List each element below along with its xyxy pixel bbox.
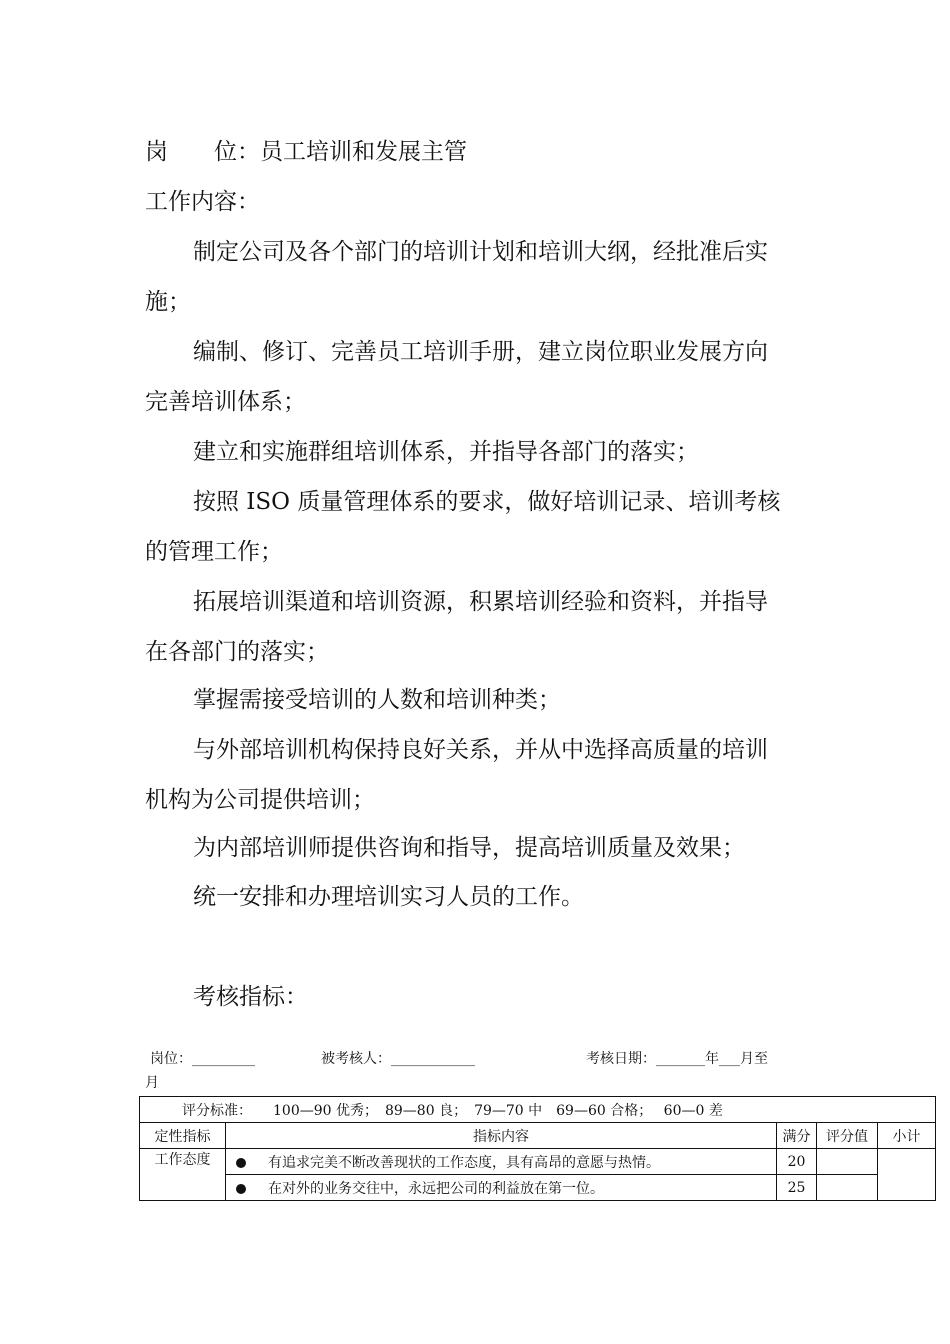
paragraph-6-line-1: 掌握需接受培训的人数和培训种类； bbox=[193, 687, 561, 713]
score-value-cell[interactable] bbox=[817, 1149, 878, 1175]
paragraph-2-line-2: 完善培训体系； bbox=[145, 389, 306, 415]
header-score-value: 评分值 bbox=[817, 1123, 878, 1149]
bullet-icon bbox=[236, 1158, 246, 1168]
form-position-field: 岗位：_________ bbox=[150, 1051, 255, 1067]
content-text: 在对外的业务交往中，永远把公司的利益放在第一位。 bbox=[268, 1180, 604, 1197]
header-indicator-content: 指标内容 bbox=[226, 1123, 777, 1149]
content-text: 有追求完美不断改善现状的工作态度，具有高昂的意愿与热情。 bbox=[268, 1154, 660, 1171]
header-qualitative-indicator: 定性指标 bbox=[140, 1123, 226, 1149]
paragraph-4-line-2: 的管理工作； bbox=[145, 539, 283, 565]
full-score-cell: 20 bbox=[777, 1149, 817, 1175]
scoring-standard-row bbox=[140, 1097, 936, 1123]
position-line bbox=[145, 137, 467, 167]
table-header-row bbox=[140, 1123, 936, 1149]
assessment-table bbox=[139, 1096, 936, 1201]
scoring-standard: 评分标准： 100—90 优秀； 89—80 良； 79—70 中 69—60 合格； 60—0 差 bbox=[140, 1097, 936, 1123]
paragraph-5-line-2: 在各部门的落实； bbox=[145, 639, 329, 665]
form-assessee-field: 被考核人：____________ bbox=[321, 1051, 475, 1067]
form-date-continued: 月 bbox=[145, 1075, 159, 1091]
table-row bbox=[140, 1175, 936, 1201]
paragraph-1-line-2: 施； bbox=[145, 289, 191, 315]
content-cell bbox=[226, 1149, 777, 1175]
paragraph-5-line-1: 拓展培训渠道和培训资源，积累培训经验和资料，并指导 bbox=[193, 589, 768, 615]
position-value: 员工培训和发展主管 bbox=[260, 139, 467, 165]
header-subtotal: 小计 bbox=[878, 1123, 936, 1149]
category-label: 工作态度 bbox=[154, 1152, 211, 1168]
paragraph-1-line-1: 制定公司及各个部门的培训计划和培训大纲，经批准后实 bbox=[193, 239, 768, 265]
paragraph-3-line-1: 建立和实施群组培训体系，并指导各部门的落实； bbox=[193, 439, 699, 465]
content-cell bbox=[226, 1175, 777, 1201]
work-content-title: 工作内容： bbox=[145, 189, 260, 215]
header-full-score: 满分 bbox=[777, 1123, 817, 1149]
table-row bbox=[140, 1149, 936, 1175]
paragraph-8-line-1: 为内部培训师提供咨询和指导，提高培训质量及效果； bbox=[193, 835, 745, 861]
score-value-cell[interactable] bbox=[817, 1175, 878, 1201]
paragraph-7-line-1: 与外部培训机构保持良好关系，并从中选择高质量的培训 bbox=[193, 737, 768, 763]
assessment-title: 考核指标： bbox=[193, 984, 308, 1010]
paragraph-4-line-1: 按照 ISO 质量管理体系的要求，做好培训记录、培训考核 bbox=[193, 489, 781, 515]
paragraph-7-line-2: 机构为公司提供培训； bbox=[145, 787, 375, 813]
form-date-field: 考核日期：_______年___月至 bbox=[586, 1051, 768, 1067]
subtotal-cell[interactable] bbox=[878, 1149, 936, 1201]
bullet-icon bbox=[236, 1184, 246, 1194]
category-cell bbox=[140, 1149, 226, 1201]
paragraph-9-line-1: 统一安排和办理培训实习人员的工作。 bbox=[193, 884, 584, 910]
paragraph-2-line-1: 编制、修订、完善员工培训手册，建立岗位职业发展方向 bbox=[193, 339, 768, 365]
full-score-cell: 25 bbox=[777, 1175, 817, 1201]
position-label: 岗 位： bbox=[145, 139, 260, 165]
